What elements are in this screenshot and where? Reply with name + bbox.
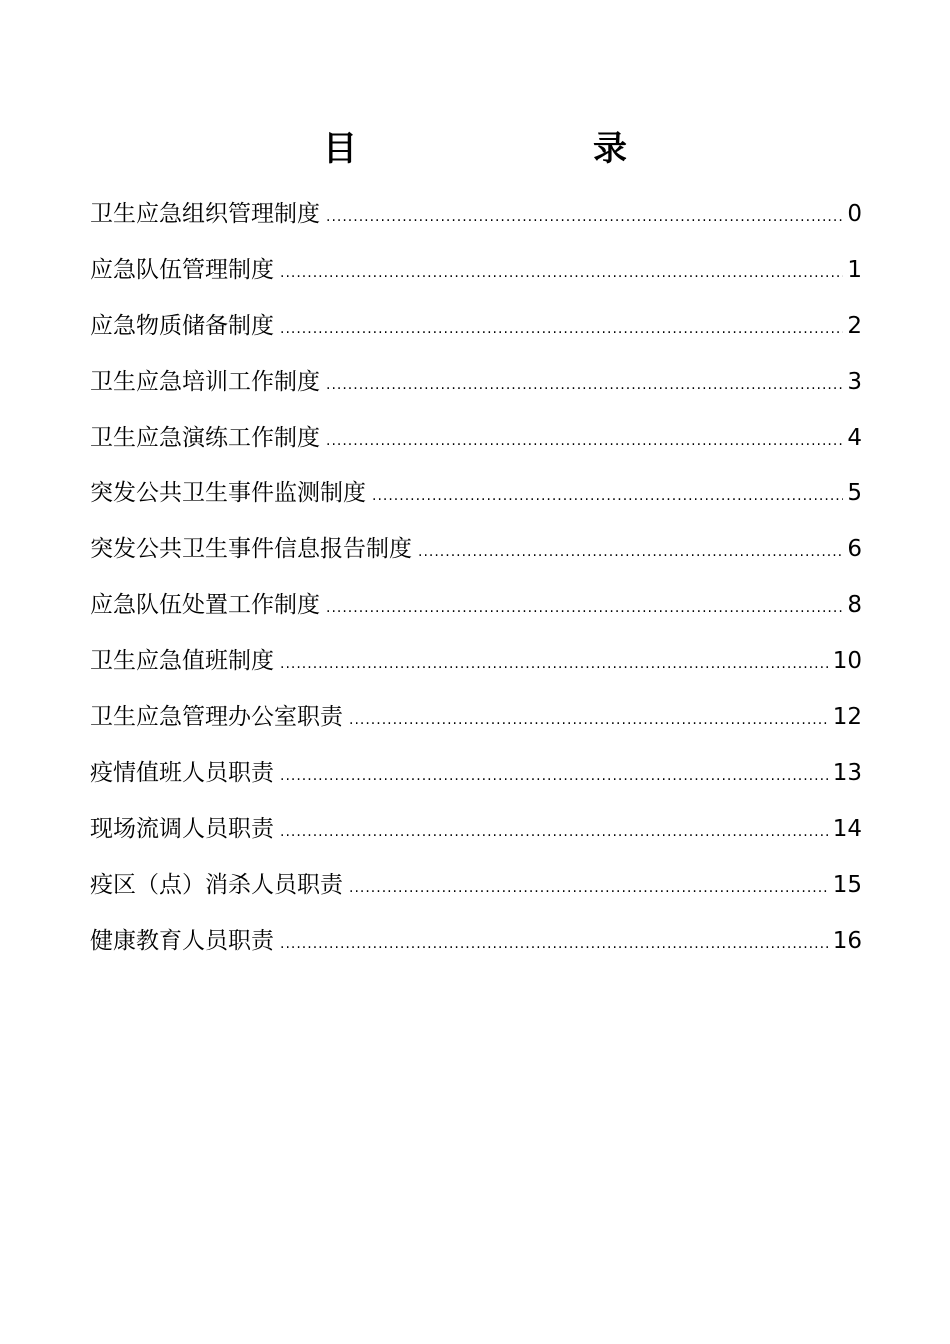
toc-entry[interactable] xyxy=(90,641,862,697)
toc-entry[interactable] xyxy=(90,753,862,809)
toc-entry-title: 卫生应急组织管理制度 xyxy=(90,201,320,227)
toc-page-number: 2 xyxy=(847,312,862,339)
dot-leader xyxy=(280,644,829,684)
toc-entry-title: 健康教育人员职责 xyxy=(90,927,274,954)
toc-entry-title: 卫生应急演练工作制度 xyxy=(90,424,320,451)
toc-entry[interactable] xyxy=(90,362,862,418)
toc-entry[interactable] xyxy=(90,585,862,641)
toc-entry-title: 应急队伍处置工作制度 xyxy=(90,592,320,619)
toc-page-number: 16 xyxy=(832,927,862,954)
toc-entry[interactable] xyxy=(90,865,862,921)
dot-leader xyxy=(372,476,843,516)
toc-entry-title: 突发公共卫生事件信息报告制度 xyxy=(90,536,412,563)
toc-page-number: 14 xyxy=(832,815,862,842)
toc-entry[interactable] xyxy=(90,194,862,250)
toc-page-number: 6 xyxy=(847,536,862,563)
dot-leader xyxy=(326,588,843,628)
toc-entry[interactable] xyxy=(90,809,862,865)
toc-entry[interactable] xyxy=(90,697,862,753)
toc-page-number: 12 xyxy=(832,704,862,731)
toc-entry-title: 卫生应急值班制度 xyxy=(90,648,274,675)
toc-page-number: 13 xyxy=(832,759,862,786)
toc-page-number: 0 xyxy=(847,201,862,227)
dot-leader xyxy=(326,197,843,237)
toc-page-number: 1 xyxy=(847,256,862,283)
toc-entry[interactable] xyxy=(90,473,862,529)
toc-heading: 目 录 xyxy=(323,129,683,169)
toc-entry[interactable] xyxy=(90,250,862,306)
toc-entry-title: 应急队伍管理制度 xyxy=(90,256,274,283)
dot-leader xyxy=(326,365,843,405)
toc-entry-title: 应急物质储备制度 xyxy=(90,312,274,339)
toc-entry-title: 卫生应急培训工作制度 xyxy=(90,368,320,395)
table-of-contents xyxy=(90,194,862,976)
toc-page-number: 10 xyxy=(832,648,862,675)
toc-entry-title: 疫区（点）消杀人员职责 xyxy=(90,871,343,898)
dot-leader xyxy=(418,532,843,572)
dot-leader xyxy=(280,253,843,293)
toc-page-number: 15 xyxy=(832,871,862,898)
toc-page-number: 4 xyxy=(847,424,862,451)
toc-entry[interactable] xyxy=(90,529,862,585)
dot-leader xyxy=(280,812,829,852)
toc-page-number: 5 xyxy=(847,480,862,507)
toc-entry-title: 现场流调人员职责 xyxy=(90,815,274,842)
toc-entry[interactable] xyxy=(90,921,862,977)
dot-leader xyxy=(280,924,829,964)
toc-entry-title: 疫情值班人员职责 xyxy=(90,759,274,786)
toc-entry[interactable] xyxy=(90,306,862,362)
dot-leader xyxy=(326,421,843,461)
dot-leader xyxy=(280,756,829,796)
toc-entry-title: 突发公共卫生事件监测制度 xyxy=(90,480,366,507)
dot-leader xyxy=(349,868,829,908)
dot-leader xyxy=(280,309,843,349)
toc-entry[interactable] xyxy=(90,418,862,474)
dot-leader xyxy=(349,700,829,740)
toc-page-number: 3 xyxy=(847,368,862,395)
toc-page-number: 8 xyxy=(847,592,862,619)
toc-entry-title: 卫生应急管理办公室职责 xyxy=(90,704,343,731)
